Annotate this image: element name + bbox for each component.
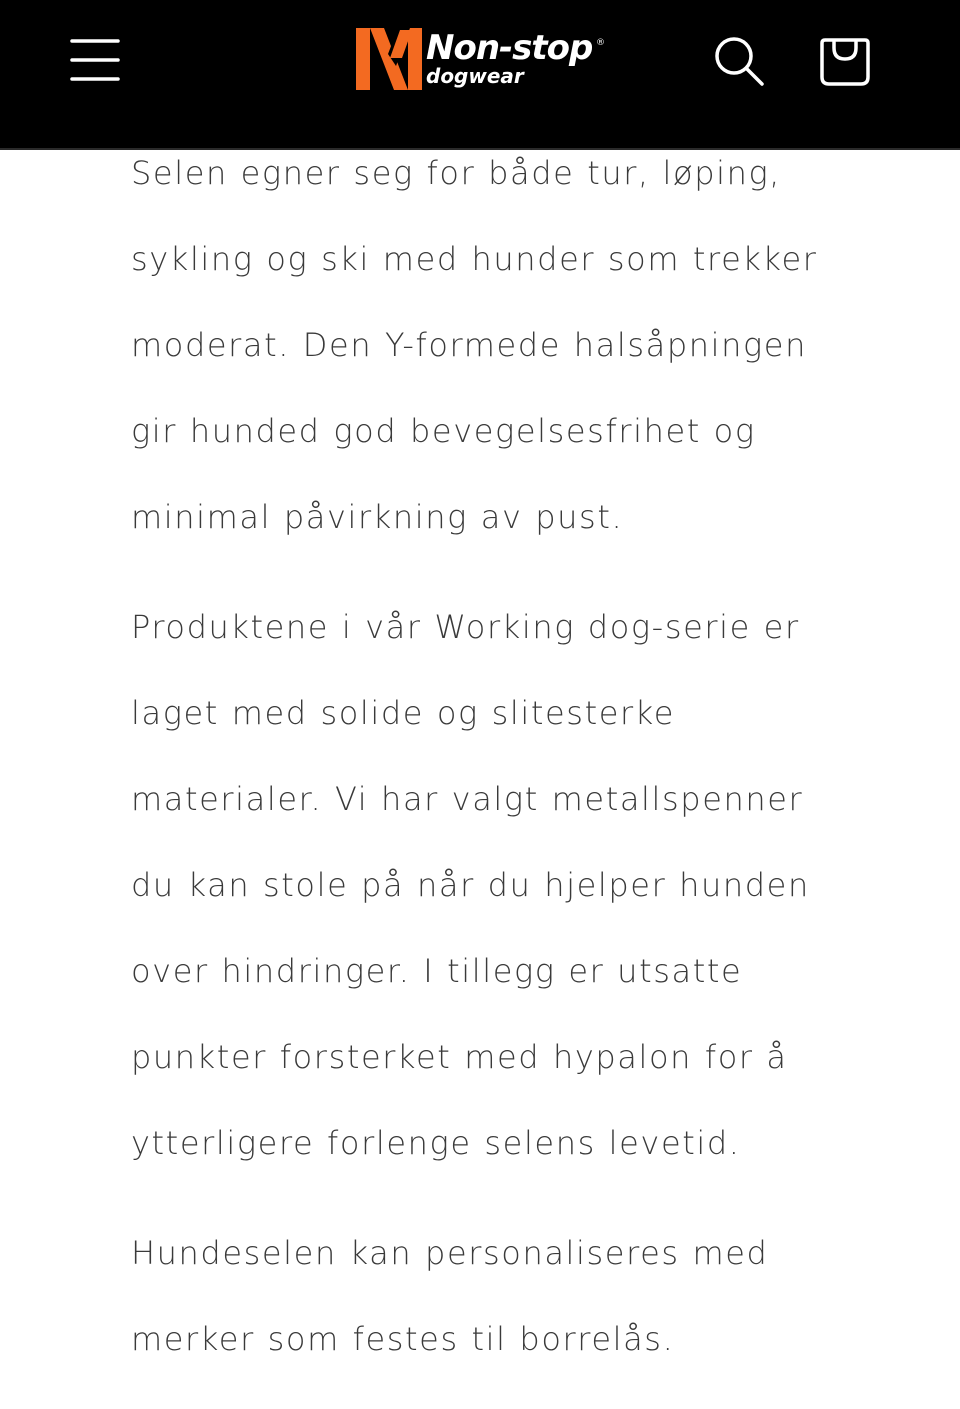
site-header <box>0 0 960 150</box>
search-icon <box>708 30 770 92</box>
cart-bag-icon <box>812 28 878 94</box>
description-paragraph-2: Produktene i vår Working dog-serie er laget med solide og slitesterke materialer. Vi har valgt metallspenner du kan stole på når du hjelper hunden over hindringer. I tillegg er utsatte punkter forsterket med hypalon for å ytterligere forlenge selens levetid. <box>131 608 810 1162</box>
brand-logo[interactable] <box>352 24 612 96</box>
brand-name: Non-stop <box>426 28 593 68</box>
description-paragraph-3: Hundeselen kan personaliseres med merker som festes til borrelås. <box>131 1234 769 1358</box>
nonstop-logo-mark-icon <box>352 24 424 94</box>
brand-subname: dogwear <box>426 64 524 88</box>
cart-button[interactable] <box>812 28 878 94</box>
registered-mark: ® <box>596 38 605 48</box>
menu-button[interactable] <box>62 28 128 92</box>
product-description <box>131 130 851 1406</box>
hamburger-menu-icon <box>62 28 128 92</box>
search-button[interactable] <box>708 30 770 92</box>
description-paragraph-1: Selen egner seg for både tur, løping, sykling og ski med hunder som trekker moderat. Den Y-formede halsåpningen gir hunded god bevegelsesfrihet og minimal påvirkning av pust. <box>131 154 818 536</box>
